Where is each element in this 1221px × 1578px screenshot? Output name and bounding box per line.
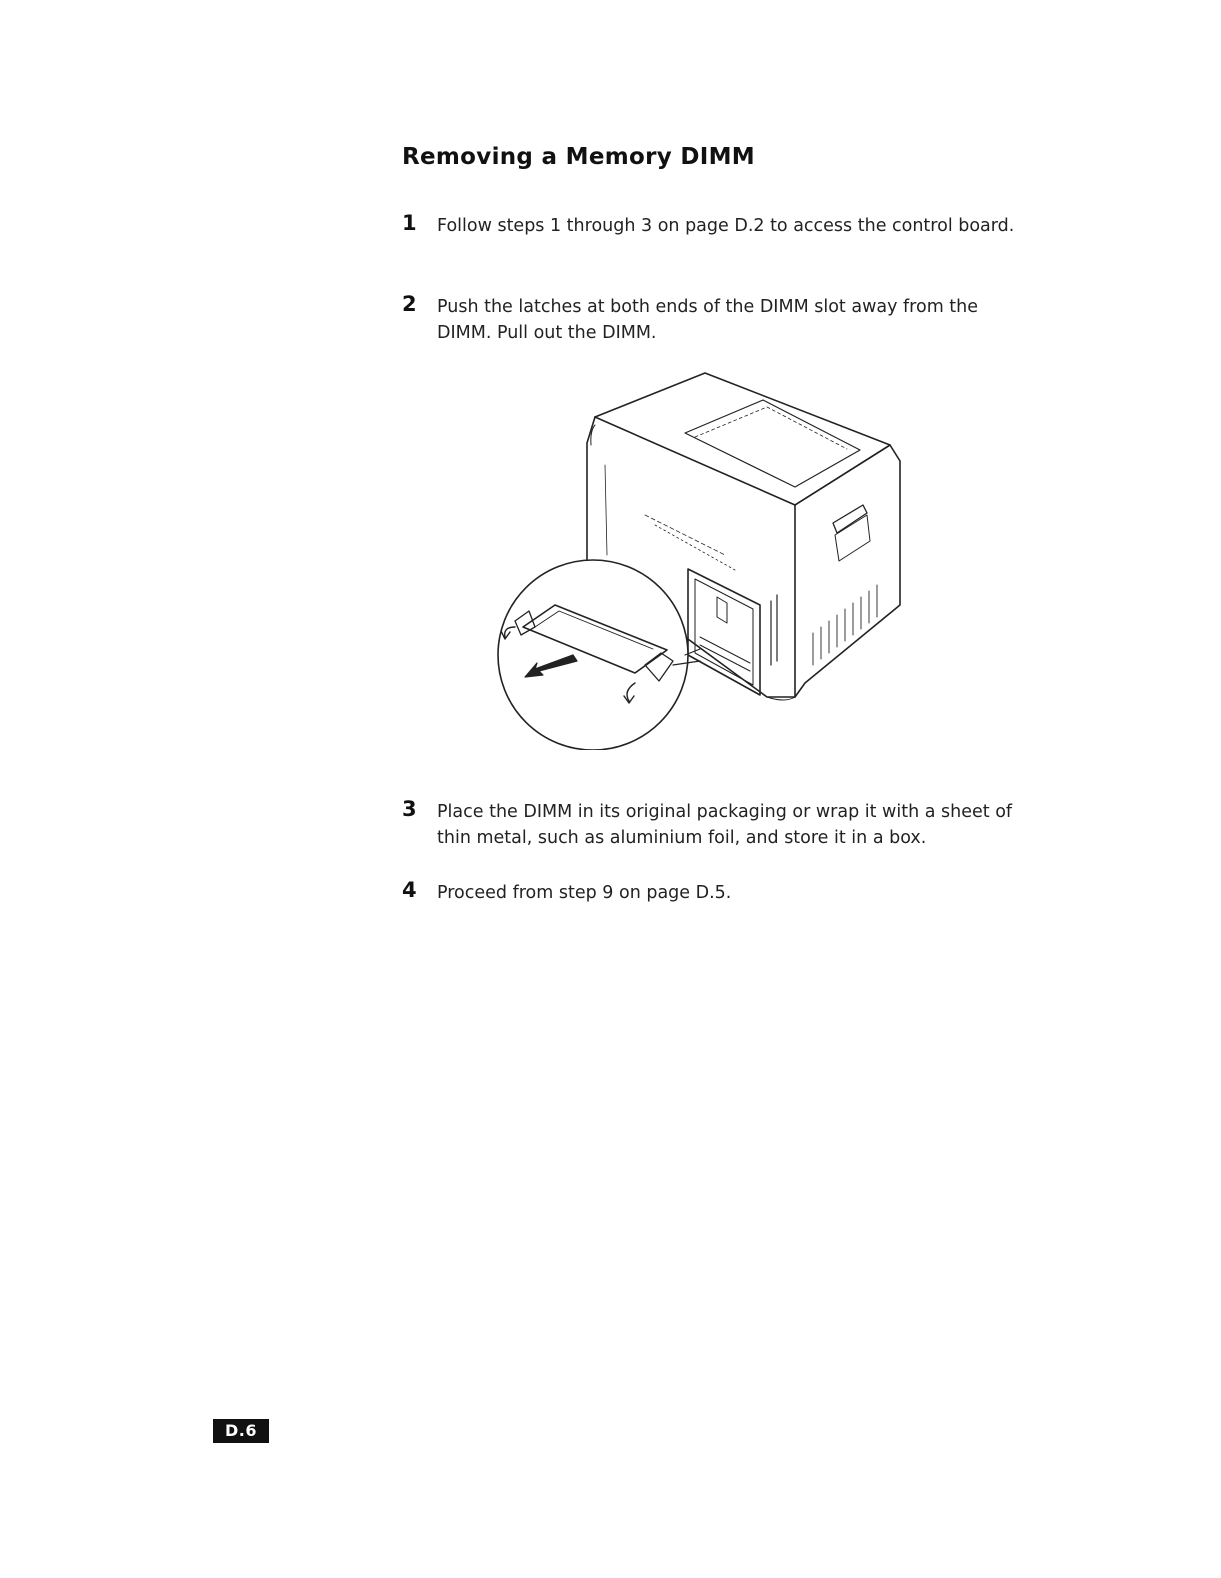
output-tray bbox=[685, 400, 860, 487]
printer-side bbox=[795, 445, 900, 697]
side-handle bbox=[833, 505, 867, 533]
step-number: 4 bbox=[402, 878, 417, 902]
step-text: Follow steps 1 through 3 on page D.2 to access the control board. bbox=[437, 216, 1015, 236]
step-text: Push the latches at both ends of the DIMM slot away from the DIMM. Pull out the DIMM. bbox=[437, 297, 979, 343]
page-number-badge: D.6 bbox=[213, 1419, 269, 1443]
page-title: Removing a Memory DIMM bbox=[402, 144, 755, 170]
step-text: Proceed from step 9 on page D.5. bbox=[437, 883, 732, 903]
printer-dimm-removal-illustration bbox=[495, 365, 910, 750]
step-number: 1 bbox=[402, 211, 417, 235]
step-number: 3 bbox=[402, 797, 417, 821]
step-text: Place the DIMM in its original packaging or wrap it with a sheet of thin metal, such as aluminium foil, and store it in a box. bbox=[437, 802, 1013, 848]
printer-top bbox=[595, 373, 890, 505]
control-board-opening bbox=[688, 569, 760, 695]
step-number: 2 bbox=[402, 292, 417, 316]
